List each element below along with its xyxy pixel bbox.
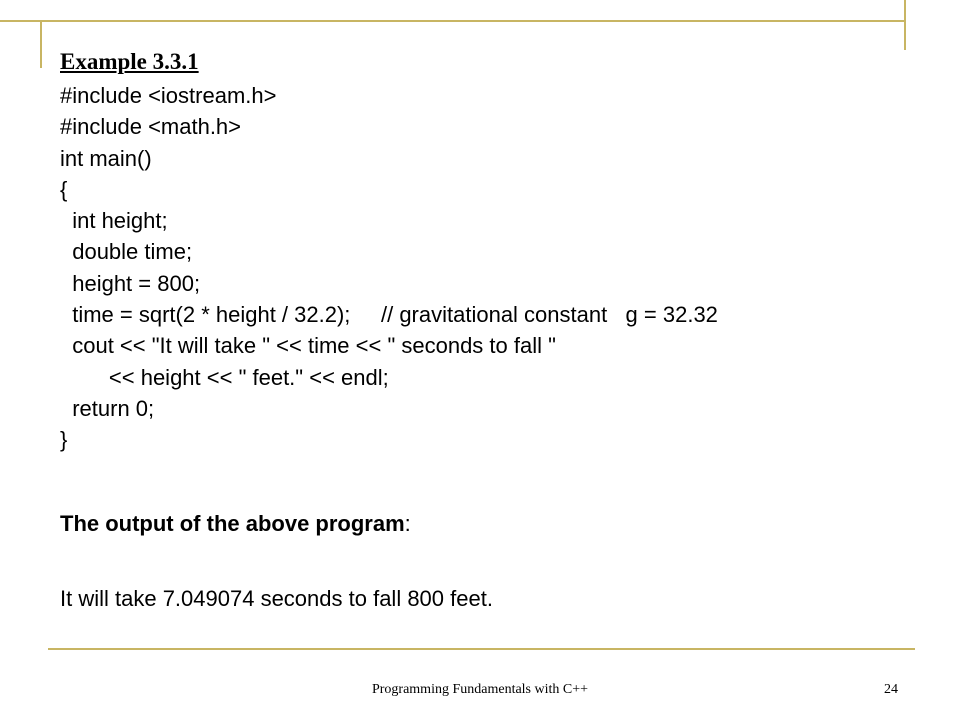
footer-title: Programming Fundamentals with C++ xyxy=(371,682,589,697)
program-output: It will take 7.049074 seconds to fall 800 feet. xyxy=(60,586,493,611)
code-line: return 0; xyxy=(60,395,155,421)
code-line: cout << "It will take " << time << " seconds to fall " xyxy=(60,333,556,359)
output-heading-colon: : xyxy=(404,511,411,536)
code-line: double time; xyxy=(60,239,193,265)
code-line: << height << " feet." << endl; xyxy=(60,364,389,390)
bottom-rule xyxy=(48,648,915,650)
code-line: int height; xyxy=(60,208,168,234)
code-line: } xyxy=(60,427,68,453)
output-heading-bold: The output of the above program xyxy=(60,511,405,536)
right-rule xyxy=(904,0,906,50)
page-number: 24 xyxy=(884,682,898,697)
code-listing xyxy=(60,80,718,456)
example-title: Example 3.3.1 xyxy=(60,49,199,74)
left-rule xyxy=(40,20,42,68)
code-line: int main() xyxy=(60,145,152,171)
code-line: height = 800; xyxy=(60,270,201,296)
code-line: #include <math.h> xyxy=(60,114,242,140)
code-line: { xyxy=(60,176,68,202)
top-rule xyxy=(0,20,905,22)
code-line: #include <iostream.h> xyxy=(60,83,277,108)
code-line: time = sqrt(2 * height / 32.2); // gravitational constant g = 32.32 xyxy=(60,302,718,328)
output-heading xyxy=(60,510,411,538)
